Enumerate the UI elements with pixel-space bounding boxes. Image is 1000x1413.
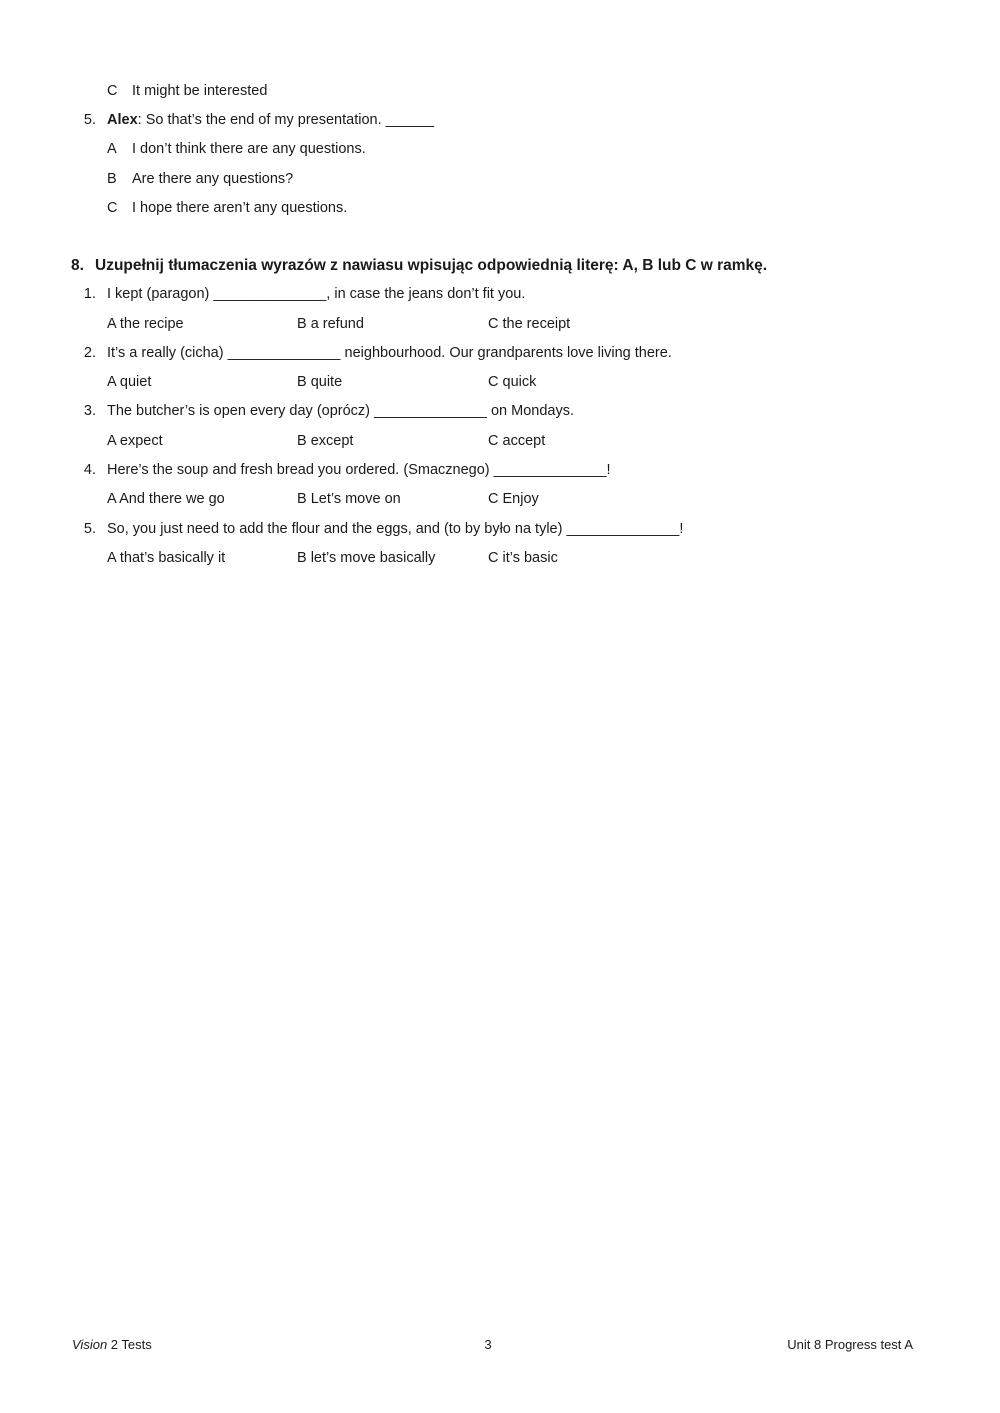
choice-b: B a refund: [297, 316, 364, 332]
item-text: The butcher’s is open every day (oprócz) ______________ on Mondays.: [107, 403, 574, 419]
option-text: I don’t think there are any questions.: [132, 141, 366, 157]
option-letter: C: [107, 200, 118, 216]
item-text: [107, 111, 434, 129]
choice-a: A that’s basically it: [107, 550, 226, 566]
footer-test-name: Unit 8 Progress test A: [787, 1337, 913, 1352]
item-number: 4.: [83, 462, 96, 478]
option-text: Are there any questions?: [132, 171, 294, 187]
choice-c: C Enjoy: [488, 491, 539, 507]
item-number: 5.: [83, 521, 96, 537]
choice-c: C it’s basic: [488, 550, 558, 566]
option-letter: C: [107, 83, 118, 99]
option-text: It might be interested: [132, 83, 268, 99]
item-text: I kept (paragon) ______________, in case the jeans don’t fit you.: [107, 286, 526, 302]
question-instruction: Uzupełnij tłumaczenia wyrazów z nawiasu wpisując odpowiednią literę: A, B lub C w ramkę.: [95, 257, 768, 274]
option-letter: A: [107, 141, 117, 157]
footer-book-suffix: 2 Tests: [107, 1337, 152, 1352]
choice-b: B quite: [297, 374, 343, 390]
choice-a: A the recipe: [107, 316, 184, 332]
item-number: 3.: [83, 403, 96, 419]
item-text: So, you just need to add the flour and the eggs, and (to by było na tyle) ______________!: [107, 521, 684, 537]
footer-book-name: Vision: [72, 1337, 108, 1352]
item-sentence: : So that’s the end of my presentation. ______: [137, 112, 435, 128]
item-number: 5.: [83, 112, 96, 128]
item-number: 2.: [83, 345, 96, 361]
choice-b: B Let’s move on: [297, 491, 401, 507]
choice-c: C accept: [488, 433, 546, 449]
option-letter: B: [107, 171, 117, 187]
option-text: I hope there aren’t any questions.: [132, 200, 348, 216]
item-text: Here’s the soup and fresh bread you ordered. (Smacznego) ______________!: [107, 462, 611, 478]
footer-page-number: 3: [484, 1337, 492, 1352]
choice-b: B except: [297, 433, 354, 449]
choice-c: C quick: [488, 374, 537, 390]
speaker-name: Alex: [107, 112, 138, 128]
footer-book-title: [72, 1337, 152, 1353]
item-number: 1.: [83, 286, 96, 302]
choice-b: B let’s move basically: [297, 550, 436, 566]
choice-a: A expect: [107, 433, 163, 449]
choice-a: A And there we go: [107, 491, 225, 507]
choice-a: A quiet: [107, 374, 152, 390]
question-number: 8.: [71, 257, 84, 274]
choice-c: C the receipt: [488, 316, 571, 332]
item-text: It’s a really (cicha) ______________ neighbourhood. Our grandparents love living there.: [107, 345, 672, 361]
